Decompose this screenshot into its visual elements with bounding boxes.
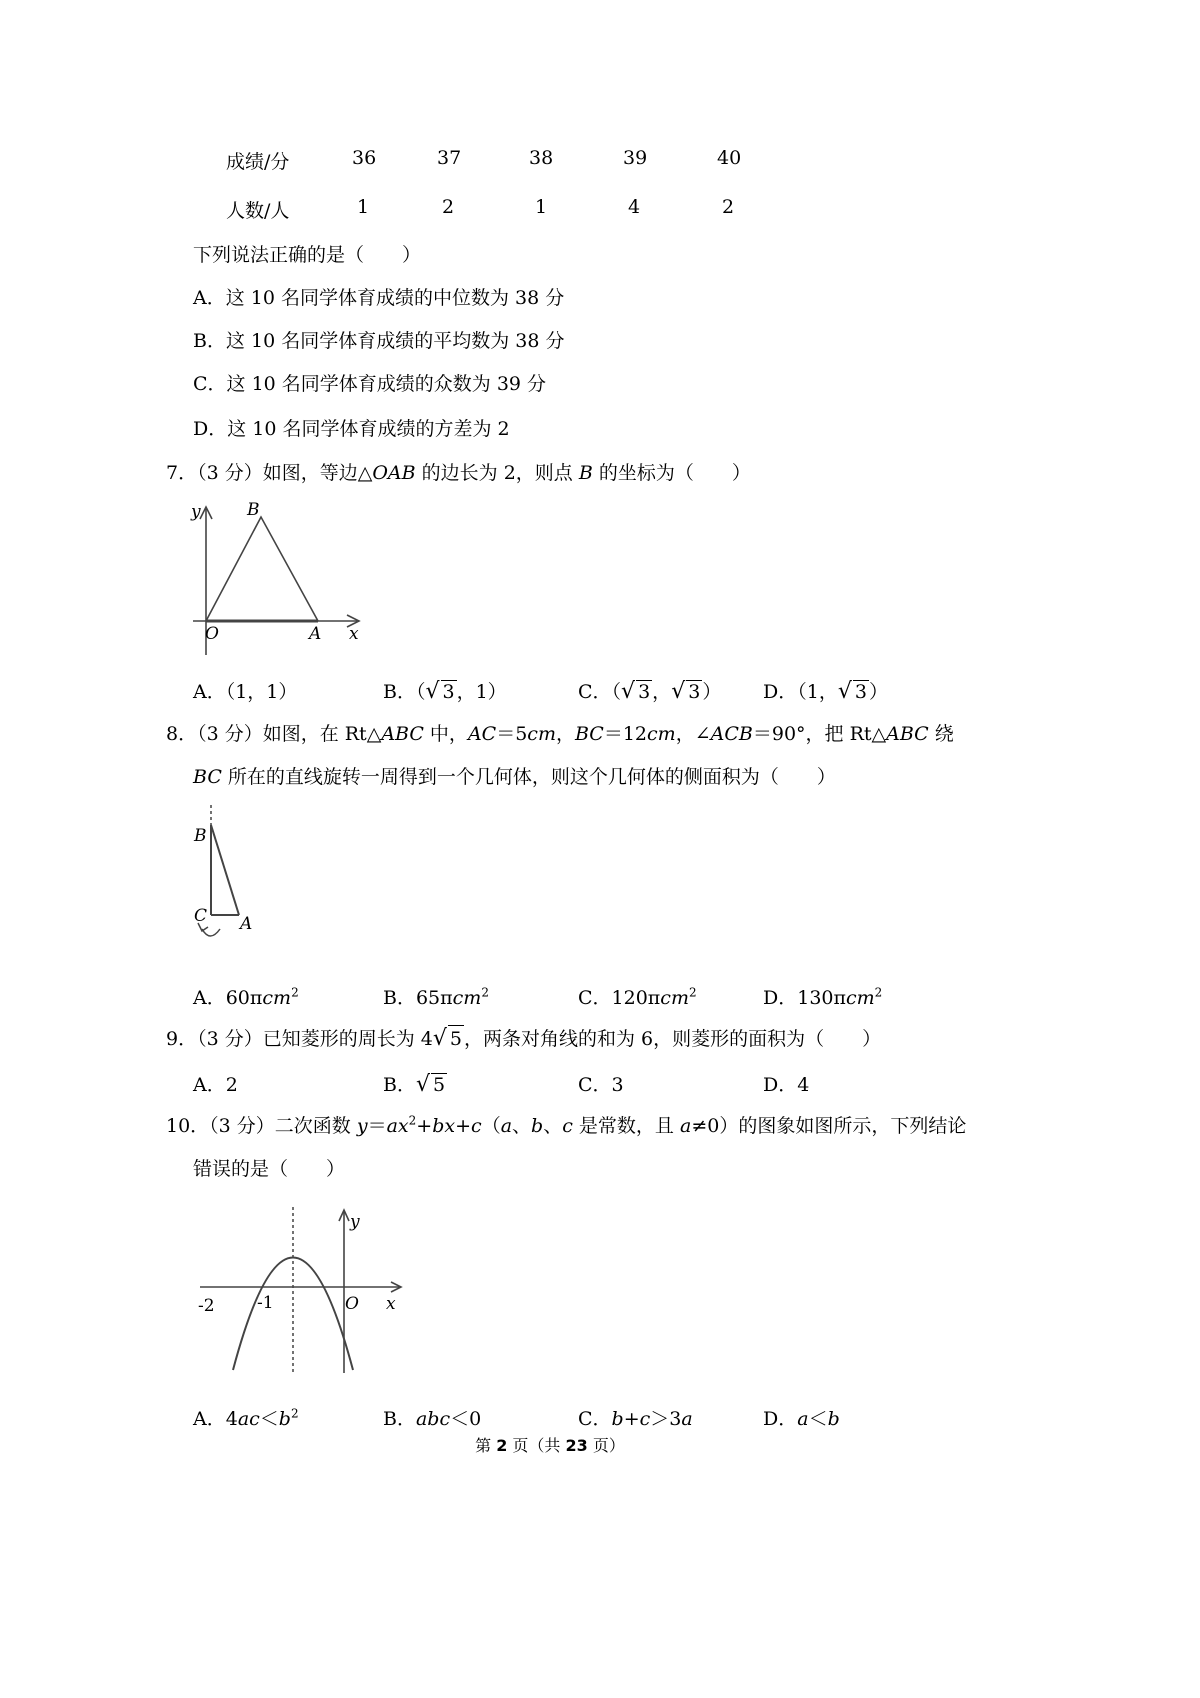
table-row2-label: 人数/人	[226, 200, 290, 222]
q7-option-a: A．（1，1）	[193, 681, 298, 703]
q10-option-a: A．$4ac<b^2$	[193, 1406, 299, 1430]
q9-option-d: D．4	[763, 1074, 810, 1096]
table-cell: 1	[535, 196, 548, 218]
q10-figure	[195, 1205, 410, 1375]
q10-option-c: C．b+c＞3a	[578, 1408, 693, 1430]
q9-stem: 9．（3 分）已知菱形的周长为 4√ 5 ，两条对角线的和为 6，则菱形的面积为（ ）	[166, 1026, 882, 1051]
q7-stem: 7．（3 分）如图，等边△OAB 的边长为 2，则点 B 的坐标为（ ）	[166, 462, 751, 484]
q7-label-y: y	[191, 502, 201, 522]
q8-figure	[188, 805, 268, 955]
table-cell: 4	[628, 196, 641, 218]
q9-option-c: C．3	[578, 1074, 624, 1096]
q8-option-b: B．65πcm$^2$	[383, 985, 489, 1009]
q8-option-d: D．130πcm$^2$	[763, 985, 883, 1009]
q8-stem-line2: BC 所在的直线旋转一周得到一个几何体，则这个几何体的侧面积为（ ）	[193, 766, 836, 788]
table-cell: 40	[717, 147, 742, 169]
table-cell: 39	[623, 147, 648, 169]
table-cell: 37	[437, 147, 462, 169]
q10-option-b: B．abc＜0	[383, 1408, 482, 1430]
sqrt-symbol: √ 3	[425, 679, 455, 704]
q8-label-a: A	[240, 914, 253, 934]
q10-label-x: x	[386, 1294, 396, 1314]
q9-option-b: B．√ 5	[383, 1072, 446, 1097]
q10-label-y: y	[350, 1212, 360, 1232]
q6-option-c: C．这 10 名同学体育成绩的众数为 39 分	[193, 373, 547, 395]
q7-option-c: C．（√ 3 ，√ 3 ）	[578, 679, 722, 704]
q10-label-minus1: -1	[257, 1293, 274, 1313]
table-cell: 1	[357, 196, 370, 218]
q8-option-a: A．60πcm$^2$	[193, 985, 299, 1009]
q7-label-b: B	[247, 500, 260, 520]
q7-label-o: O	[205, 624, 219, 644]
q10-stem-line1: 10．（3 分）二次函数 $y=ax^2+bx+c(a$、b、c 是常数，且 a≠0）的图象如图所示，下列结论	[166, 1113, 967, 1137]
page-footer: 第 2 页（共 23 页）	[475, 1436, 625, 1455]
q8-label-b: B	[194, 826, 207, 846]
q8-stem-line1: 8．（3 分）如图，在 Rt△ABC 中，AC＝5cm，BC＝12cm，∠ACB＝90°，把 Rt△ABC 绕	[166, 723, 954, 745]
q7-figure	[185, 495, 370, 660]
table-cell: 2	[722, 196, 735, 218]
table-cell: 38	[529, 147, 554, 169]
q8-label-c: C	[194, 906, 208, 926]
q7-option-d: D．（1，√ 3 ）	[763, 679, 888, 704]
q7-label-x: x	[349, 624, 359, 644]
table-row1-label: 成绩/分	[226, 151, 290, 173]
q10-label-minus2: -2	[198, 1296, 215, 1316]
q6-option-d: D．这 10 名同学体育成绩的方差为 2	[193, 418, 510, 440]
q8-option-c: C．120πcm$^2$	[578, 985, 697, 1009]
q6-stem: 下列说法正确的是（ ）	[193, 244, 422, 266]
q7-label-a: A	[309, 624, 322, 644]
q7-option-b: B．（√ 3 ，1）	[383, 679, 507, 704]
q9-option-a: A．2	[193, 1074, 238, 1096]
table-cell: 36	[352, 147, 377, 169]
q10-stem-line2: 错误的是（ ）	[193, 1158, 346, 1180]
table-cell: 2	[442, 196, 455, 218]
q10-label-o: O	[345, 1294, 359, 1314]
q6-option-b: B．这 10 名同学体育成绩的平均数为 38 分	[193, 330, 565, 352]
q10-option-d: D．a＜b	[763, 1408, 840, 1430]
q6-option-a: A．这 10 名同学体育成绩的中位数为 38 分	[193, 287, 565, 309]
